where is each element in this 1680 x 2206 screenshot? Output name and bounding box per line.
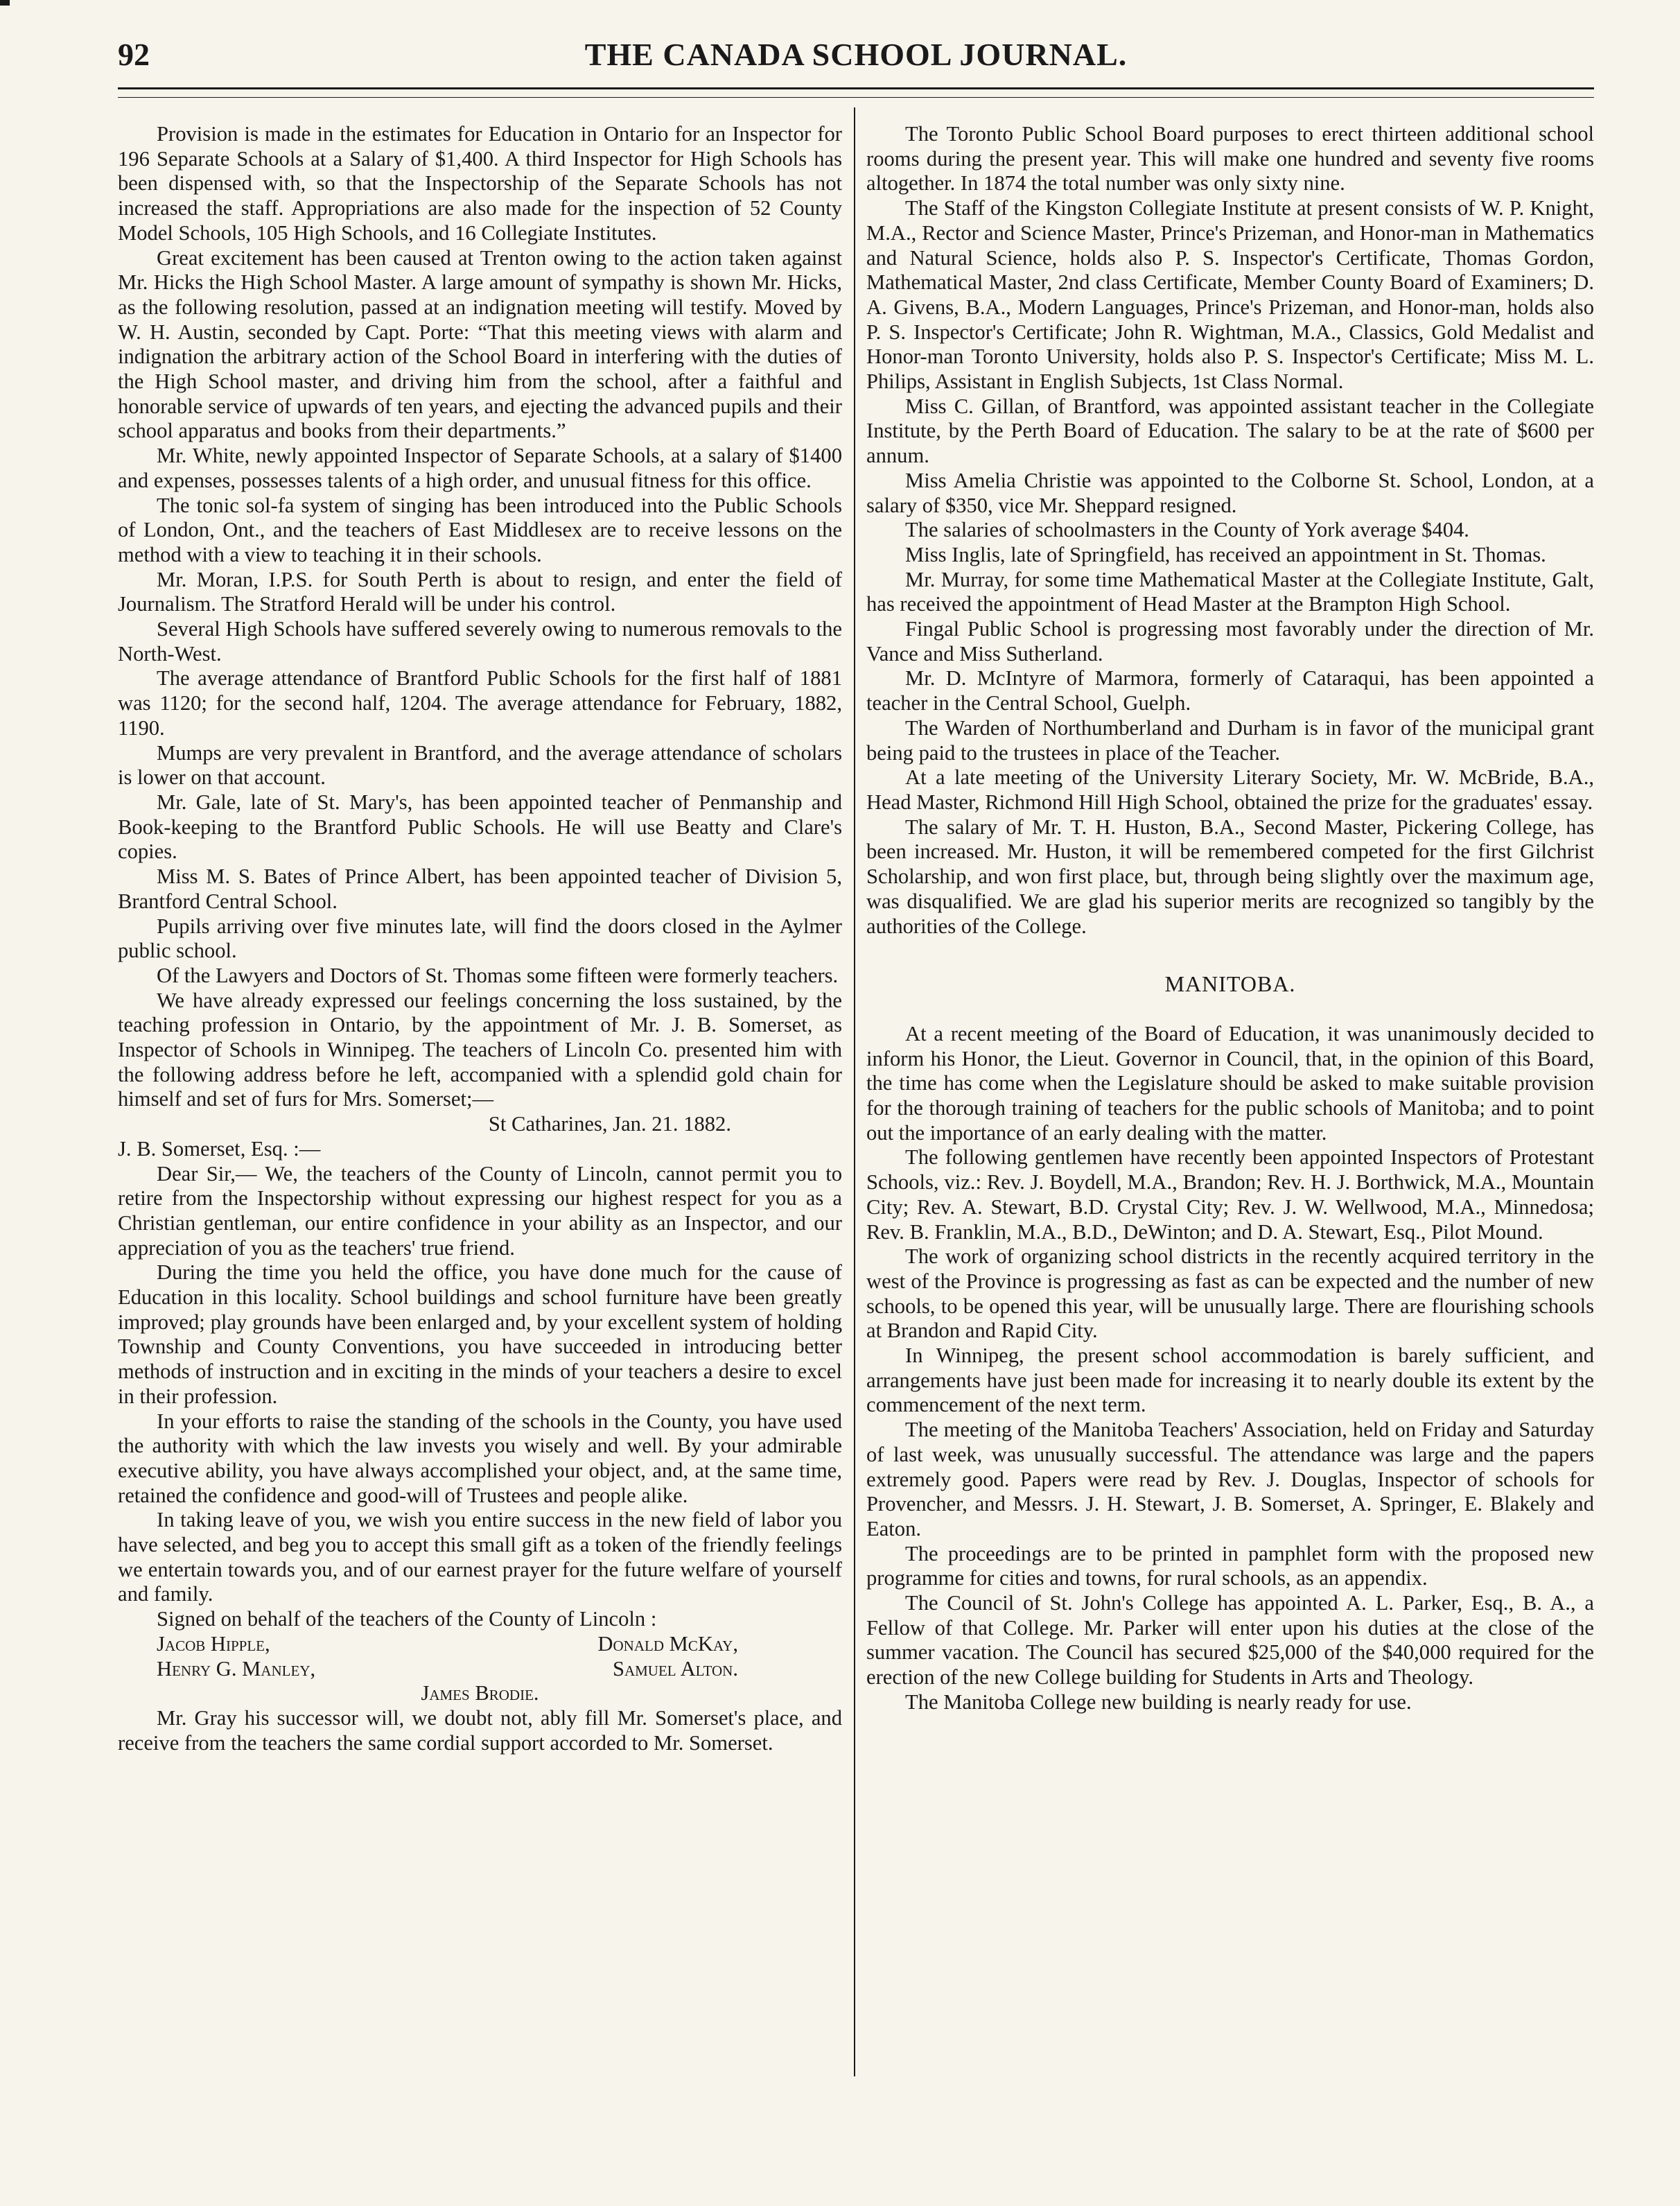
paragraph: Fingal Public School is progressing most favorably under the direction of Mr. Vance and Miss Sutherland.: [866, 617, 1594, 666]
paragraph: Mr. Murray, for some time Mathematical Master at the Collegiate Institute, Galt, has received the appointment of Head Master at the Brampton High School.: [866, 567, 1594, 616]
signatory-row: [118, 1681, 842, 1706]
column-divider: [854, 107, 855, 2076]
paragraph: The tonic sol-fa system of singing has been introduced into the Public Schools of London, Ont., and the teachers of East Middlesex are to receive lessons on the method with a view to teaching it in their schools.: [118, 493, 842, 566]
paragraph: Mr. Gale, late of St. Mary's, has been appointed teacher of Penmanship and Book-keeping to the Brantford Public Schools. He will use Beatty and Clare's copies.: [118, 790, 842, 864]
paragraph: Pupils arriving over five minutes late, will find the doors closed in the Aylmer public school.: [118, 914, 842, 963]
paragraph: The following gentlemen have recently been appointed Inspectors of Protestant Schools, viz.: Rev. J. Boydell, M.A., Brandon; Rev. H. J. Borthwick, M.A., Mountain City; Rev. A. Stewart, B.D. Crystal City; Rev. J. W. Wellwood, M.A., Minnedosa; Rev. B. Franklin, M.A., B.D., DeWinton; and D. A. Stewart, Esq., Pilot Mound.: [866, 1145, 1594, 1244]
signatory: Samuel Alton.: [612, 1656, 738, 1680]
paragraph: The salary of Mr. T. H. Huston, B.A., Second Master, Pickering College, has been increased. Mr. Huston, it will be remembered competed for the first Gilchrist Scholarship, and won first place, but, through being slightly over the maximum age, was disqualified. We are glad his superior merits are recognized so tangibly by the authorities of the College.: [866, 815, 1594, 938]
paragraph: The average attendance of Brantford Public Schools for the first half of 1881 was 1120; for the second half, 1204. The average attendance for February, 1882, 1190.: [118, 666, 842, 740]
paragraph: The Council of St. John's College has appointed A. L. Parker, Esq., B. A., a Fellow of that College. Mr. Parker will enter upon his duties at the close of the summer vacation. The Council has secured $25,000 of the $40,000 required for the erection of the new College building for Students in Arts and Theology.: [866, 1591, 1594, 1690]
page-corner-mark: [0, 0, 10, 6]
paragraph: The salaries of schoolmasters in the County of York average $404.: [905, 518, 1469, 542]
letter-paragraph: In taking leave of you, we wish you entire success in the new field of labor you have selected, and beg you to accept this small gift as a token of the friendly feelings we entertain towards you, and of our earnest prayer for the future welfare of yourself and family.: [118, 1508, 842, 1606]
paragraph: At a late meeting of the University Literary Society, Mr. W. McBride, B.A., Head Master, Richmond Hill High School, obtained the prize for the graduates' essay.: [866, 765, 1594, 814]
paragraph: Mr. D. McIntyre of Marmora, formerly of Cataraqui, has been appointed a teacher in the Central School, Guelph.: [866, 666, 1594, 715]
paragraph: Miss M. S. Bates of Prince Albert, has been appointed teacher of Division 5, Brantford Central School.: [118, 865, 842, 913]
paragraph: The Manitoba College new building is nearly ready for use.: [905, 1690, 1412, 1714]
letter-dateline: St Catharines, Jan. 21. 1882.: [488, 1112, 731, 1136]
paragraph: Mumps are very prevalent in Brantford, and the average attendance of scholars is lower on that account.: [118, 740, 842, 790]
paragraph: In Winnipeg, the present school accommodation is barely sufficient, and arrangements have just been made for increasing it to nearly double its extent by the commencement of the next term.: [866, 1344, 1594, 1417]
signatory-row: [118, 1657, 842, 1682]
left-column: [118, 122, 842, 1755]
letter-paragraph: During the time you held the office, you have done much for the cause of Education in this locality. School buildings and school furniture have been greatly improved; play grounds have been enlarged and, by your excellent system of holding Township and County Conventions, you have succeeded in introducing better methods of instruction and in exciting in the minds of your teachers a desire to excel in their profession.: [118, 1260, 842, 1408]
signatory: Jacob Hipple,: [157, 1631, 270, 1656]
paragraph: Great excitement has been caused at Trenton owing to the action taken against Mr. Hicks the High School Master. A large amount of sympathy is shown Mr. Hicks, as the following resolution, passed at an indignation meeting will testify. Moved by W. H. Austin, seconded by Capt. Porte: “That this meeting views with alarm and indignation the arbitrary action of the School Board in interfering with the duties of the High School master, and driving him from the school, after a faithful and honorable service of upwards of ten years, and ejecting the advanced pupils and their school apparatus and books from their departments.”: [118, 245, 842, 443]
paragraph: The proceedings are to be printed in pamphlet form with the proposed new programme for cities and towns, for rural schools, as an appendix.: [866, 1541, 1594, 1590]
paragraph: The Warden of Northumberland and Durham is in favor of the municipal grant being paid to the trustees in place of the Teacher.: [866, 715, 1594, 765]
paragraph: We have already expressed our feelings concerning the loss sustained, by the teaching profession in Ontario, by the appointment of Mr. J. B. Somerset, as Inspector of Schools in Winnipeg. The teachers of Lincoln Co. presented him with the following address before he left, accompanied with a splendid gold chain for himself and set of furs for Mrs. Somerset;—: [118, 988, 842, 1111]
page-number: 92: [118, 37, 150, 72]
paragraph: The work of organizing school districts in the recently acquired territory in the west of the Province is progressing as fast as can be expected and the number of new schools, to be opened this year, will be unusually large. There are flourishing schools at Brandon and Rapid City.: [866, 1244, 1594, 1343]
right-column: [866, 122, 1594, 1715]
journal-title: THE CANADA SCHOOL JOURNAL.: [584, 37, 1128, 72]
header-rule-thick: [118, 87, 1594, 89]
paragraph: Miss C. Gillan, of Brantford, was appointed assistant teacher in the Collegiate Institute, by the Perth Board of Education. The salary to be at the rate of $600 per annum.: [866, 394, 1594, 468]
paragraph: Mr. White, newly appointed Inspector of Separate Schools, at a salary of $1400 and expenses, possesses talents of a high order, and unusual fitness for this office.: [118, 444, 842, 492]
signatory-row: [118, 1632, 842, 1657]
paragraph: Several High Schools have suffered severely owing to numerous removals to the North-West.: [118, 617, 842, 666]
letter-paragraph: In your efforts to raise the standing of the schools in the County, you have used the authority with which the law invests you wisely and well. By your admirable executive ability, you have always accomplished your object, and, at the same time, retained the confidence and good-will of Trustees and people alike.: [118, 1409, 842, 1507]
signatory: Donald McKay,: [597, 1631, 738, 1656]
letter-paragraph: Dear Sir,— We, the teachers of the County of Lincoln, cannot permit you to retire from the Inspectorship without expressing our highest respect for you as a Christian gentleman, our entire confidence in your ability as an Inspector, and our appreciation of you as the teachers' true friend.: [118, 1161, 842, 1260]
paragraph: At a recent meeting of the Board of Education, it was unanimously decided to inform his Honor, the Lieut. Governor in Council, that, in the opinion of this Board, the time has come when the Legislature should be asked to make suitable provision for the thorough training of teachers for the public schools of Manitoba; and to point out the importance of an early dealing with the matter.: [866, 1021, 1594, 1145]
section-heading: MANITOBA.: [1164, 971, 1296, 997]
signatory: Henry G. Manley,: [157, 1656, 316, 1680]
paragraph: Miss Amelia Christie was appointed to the Colborne St. School, London, at a salary of $350, vice Mr. Sheppard resigned.: [866, 468, 1594, 517]
closing-paragraph: Mr. Gray his successor will, we doubt not, ably fill Mr. Somerset's place, and receive from the teachers the same cordial support accorded to Mr. Somerset.: [118, 1706, 842, 1755]
page-header: [118, 36, 1594, 78]
header-rule-thin: [118, 97, 1594, 98]
paragraph: Mr. Moran, I.P.S. for South Perth is about to resign, and enter the field of Journalism. The Stratford Herald will be under his control.: [118, 567, 842, 616]
paragraph: Miss Inglis, late of Springfield, has received an appointment in St. Thomas.: [905, 542, 1546, 566]
paragraph: Provision is made in the estimates for Education in Ontario for an Inspector for 196 Separate Schools at a Salary of $1,400. A third Inspector for High Schools has been dispensed with, so that the Inspectorship of the Separate Schools has not increased the staff. Appropriations are also made for the inspection of 52 County Model Schools, 105 High Schools, and 16 Collegiate Institutes.: [118, 122, 842, 245]
letter-paragraph: Signed on behalf of the teachers of the County of Lincoln :: [157, 1607, 657, 1631]
paragraph: The meeting of the Manitoba Teachers' Association, held on Friday and Saturday of last week, was unusually successful. The attendance was large and the papers extremely good. Papers were read by Rev. J. Douglas, Inspector of schools for Provencher, and Messrs. J. H. Stewart, J. B. Somerset, A. Springer, E. Blakely and Eaton.: [866, 1418, 1594, 1540]
paragraph: The Toronto Public School Board purposes to erect thirteen additional school rooms during the present year. This will make one hundred and seventy five rooms altogether. In 1874 the total number was only sixty nine.: [866, 122, 1594, 196]
paragraph: Of the Lawyers and Doctors of St. Thomas some fifteen were formerly teachers.: [157, 963, 839, 987]
paragraph: The Staff of the Kingston Collegiate Institute at present consists of W. P. Knight, M.A., Rector and Science Master, Prince's Prizeman, and Honor-man in Mathematics and Natural Science, holds also P. S. Inspector's Certificate, Thomas Gordon, Mathematical Master, 2nd class Certificate, Member County Board of Examiners; D. A. Givens, B.A., Modern Languages, Prince's Prizeman, and Honor-man, holds also P. S. Inspector's Certificate; John R. Wightman, M.A., Classics, Gold Medalist and Honor-man Toronto University, holds also P. S. Inspector's Certificate; Miss M. L. Philips, Assistant in English Subjects, 1st Class Normal.: [866, 196, 1594, 394]
letter-salutation: J. B. Somerset, Esq. :—: [118, 1136, 321, 1161]
signatory: James Brodie.: [421, 1681, 539, 1705]
